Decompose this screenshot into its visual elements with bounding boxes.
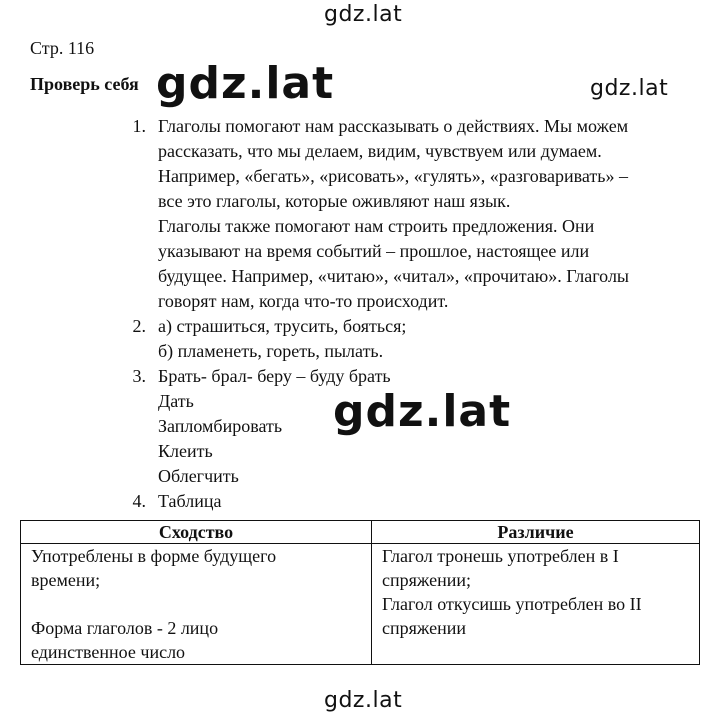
table-cell-difference [372,544,700,665]
item-1-line: указывают на время событий – прошлое, настоящее или [158,241,590,261]
watermark-bottom: gdz.lat [324,688,403,713]
cell-line: Форма глаголов - 2 лицо [31,618,219,638]
item-4-line: Таблица [158,491,222,511]
cell-line: единственное число [31,642,186,662]
cell-line: Употреблены в форме будущего [31,546,277,566]
item-number-3: 3. [132,366,146,386]
comparison-table [20,520,700,665]
table-cell-similarity [21,544,372,665]
cell-line: времени; [31,570,101,590]
item-number-1: 1. [132,116,146,136]
item-1-line: все это глаголы, которые оживляют наш язык. [158,191,511,211]
item-2-line: а) страшиться, трусить, бояться; [158,316,407,336]
item-number-4: 4. [132,491,146,511]
item-3-line: Запломбировать [158,416,283,436]
item-1-line: Глаголы также помогают нам строить предложения. Они [158,216,595,236]
table-row [21,544,700,665]
item-1-line: будущее. Например, «читаю», «читал», «прочитаю». Глаголы [158,266,630,286]
watermark-big: gdz.lat [156,58,335,109]
item-3-line: Дать [158,391,194,411]
item-1-line: Глаголы помогают нам рассказывать о действиях. Мы можем [158,116,629,136]
table-header-difference: Различие [372,521,700,544]
cell-line: Глагол откусишь употреблен во II [382,594,642,614]
item-1-line: Например, «бегать», «рисовать», «гулять», «разговаривать» – [158,166,628,186]
cell-line: Глагол тронешь употреблен в I [382,546,619,566]
table-header-row [21,521,700,544]
section-title: Проверь себя [30,74,139,94]
item-3-line: Клеить [158,441,213,461]
item-number-2: 2. [132,316,146,336]
item-3-line: Брать- брал- беру – буду брать [158,366,391,386]
item-1-line: говорят нам, когда что-то происходит. [158,291,449,311]
item-1-line: рассказать, что мы делаем, видим, чувствуем или думаем. [158,141,602,161]
watermark-big-middle: gdz.lat [333,386,512,437]
item-2-line: б) пламенеть, гореть, пылать. [158,341,384,361]
cell-line: спряжении [382,618,466,638]
cell-gap [31,592,361,616]
cell-line: спряжении; [382,570,471,590]
table-header-similarity: Сходство [21,521,372,544]
item-3-line: Облегчить [158,466,239,486]
page-number: Стр. 116 [30,38,95,58]
watermark-right: gdz.lat [590,76,669,101]
watermark-top: gdz.lat [324,2,403,27]
